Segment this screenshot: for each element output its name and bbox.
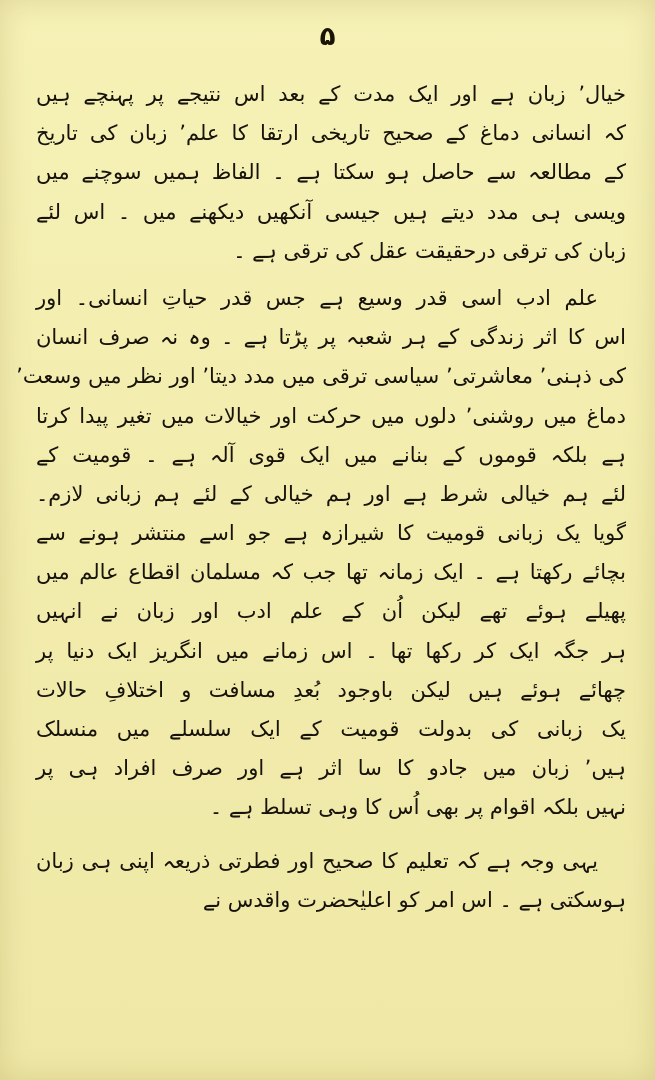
text-line: یہی وجہ ہے کہ تعلیم کا صحیح اور فطرتی ذریعہ اپنی ہی زبان xyxy=(36,848,598,873)
text-line: کے مطالعہ سے حاصل ہو سکتا ہے ۔ الفاظ ہمیں سوچنے میں xyxy=(36,160,626,185)
text-line: ویسی ہی مدد دیتے ہیں جیسی آنکھیں دیکھنے میں ۔ اس لئے xyxy=(36,199,626,224)
text-line: زبان کی ترقی درحقیقت عقل کی ترقی ہے ۔ xyxy=(233,238,626,263)
text-line: گویا یک زبانی قومیت کا شیرازہ ہے جو اسے منتشر ہونے سے xyxy=(36,521,626,546)
text-line: ہر جگہ ایک کر رکھا تھا ۔ اس زمانے میں انگریز ایک دنیا پر xyxy=(36,638,626,663)
text-line: خیال٬ زبان ہے اور ایک مدت کے بعد اس نتیجے پر پہنچے ہیں xyxy=(36,82,626,106)
text-line: ہوسکتی ہے ۔ اس امر کو اعلیٰحضرت واقدس نے xyxy=(202,887,626,912)
text-line: یک زبانی کی بدولت قومیت کے ایک سلسلے میں منسلک xyxy=(36,717,626,741)
body-text xyxy=(16,75,627,920)
text-line: کی ذہنی٬ معاشرتی٬ سیاسی ترقی میں مدد دیتا٬ اور نظر میں وسعت٬ xyxy=(16,364,626,389)
text-line: علم ادب اسی قدر وسیع ہے جس قدر حیاتِ انسانی۔ اور xyxy=(36,285,598,310)
text-line: ہے بلکہ قوموں کے بنانے میں ایک قوی آلہ ہے ۔ قومیت کے xyxy=(36,442,626,467)
text-line: ہیں٬ زبان میں جادو کا سا اثر ہے اور صرف افراد ہی پر xyxy=(36,756,626,781)
text-line: بچائے رکھتا ہے ۔ ایک زمانہ تھا جب کہ مسلمان اقطاع عالم میں xyxy=(36,560,626,585)
text-line: کہ انسانی دماغ کے صحیح تاریخی ارتقا کا علم٬ زبان کی تاریخ xyxy=(36,121,626,146)
text-line: لئے ہم خیالی شرط ہے اور ہم خیالی کے لئے ہم زبانی لازم۔ xyxy=(36,481,626,506)
text-line: چھائے ہوئے ہیں لیکن باوجود بُعدِ مسافت و اختلافِ حالات xyxy=(36,677,626,702)
page-number: ۵ xyxy=(319,22,336,52)
text-line: پھیلے ہوئے تھے لیکن اُن کے علم ادب اور زبان نے انہیں xyxy=(36,599,626,624)
text-line: دماغ میں روشنی٬ دلوں میں حرکت اور خیالات میں تغیر پیدا کرتا xyxy=(36,403,627,428)
text-line: نہیں بلکہ اقوام پر بھی اُس کا وہی تسلط ہے ۔ xyxy=(209,795,626,820)
text-line: اس کا اثر زندگی کے ہر شعبہ پر پڑتا ہے ۔ وہ نہ صرف انسان xyxy=(36,325,626,350)
